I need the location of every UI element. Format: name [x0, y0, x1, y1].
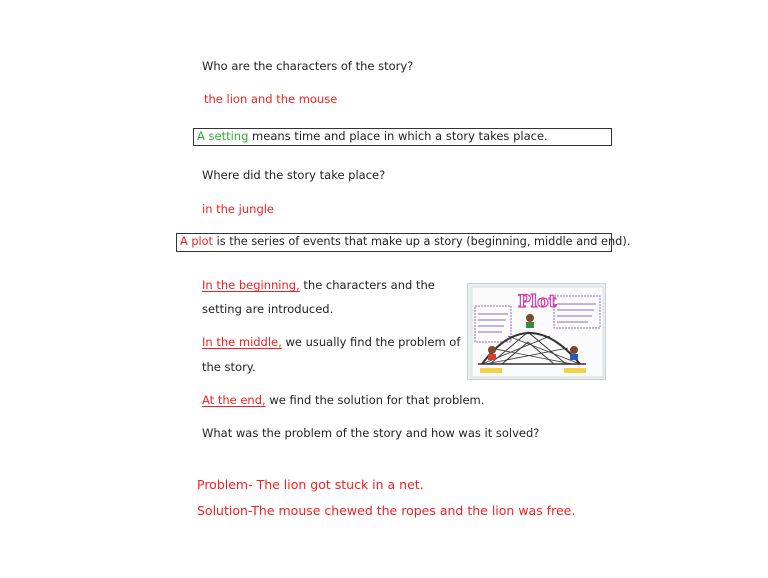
end-label: At the end, [202, 393, 266, 407]
middle-label: In the middle, [202, 335, 282, 349]
answer-setting: in the jungle [202, 202, 275, 216]
plot-beginning-line-2: setting are introduced. [202, 302, 334, 316]
plot-definition-text: is the series of events that make up a story (beginning, middle and end). [212, 235, 631, 248]
setting-definition-text: means time and place in which a story takes place. [248, 129, 548, 143]
middle-text: we usually find the problem of [281, 335, 461, 349]
setting-definition-box [193, 128, 612, 146]
beginning-label: In the beginning, [202, 278, 300, 292]
plot-definition-box [176, 233, 631, 252]
end-text: we find the solution for that problem. [265, 393, 485, 407]
plot-chart-illustration [468, 284, 606, 380]
answer-characters: the lion and the mouse [204, 92, 338, 106]
question-setting: Where did the story take place? [202, 168, 386, 182]
problem-answer: Problem- The lion got stuck in a net. [197, 477, 424, 492]
plot-title-text: Plot [518, 292, 557, 312]
plot-middle-line-2: the story. [202, 360, 256, 374]
beginning-text: the characters and the [299, 278, 435, 292]
plot-anchor-chart-photo [467, 283, 606, 380]
question-characters: Who are the characters of the story? [202, 59, 414, 73]
question-problem-solution: What was the problem of the story and how was it solved? [202, 426, 540, 440]
setting-term: A setting [197, 129, 249, 143]
solution-answer: Solution-The mouse chewed the ropes and the lion was free. [197, 503, 576, 518]
plot-beginning-line [202, 278, 435, 292]
plot-end-line [202, 393, 484, 407]
plot-term: A plot [180, 235, 213, 248]
plot-middle-line [202, 335, 460, 349]
